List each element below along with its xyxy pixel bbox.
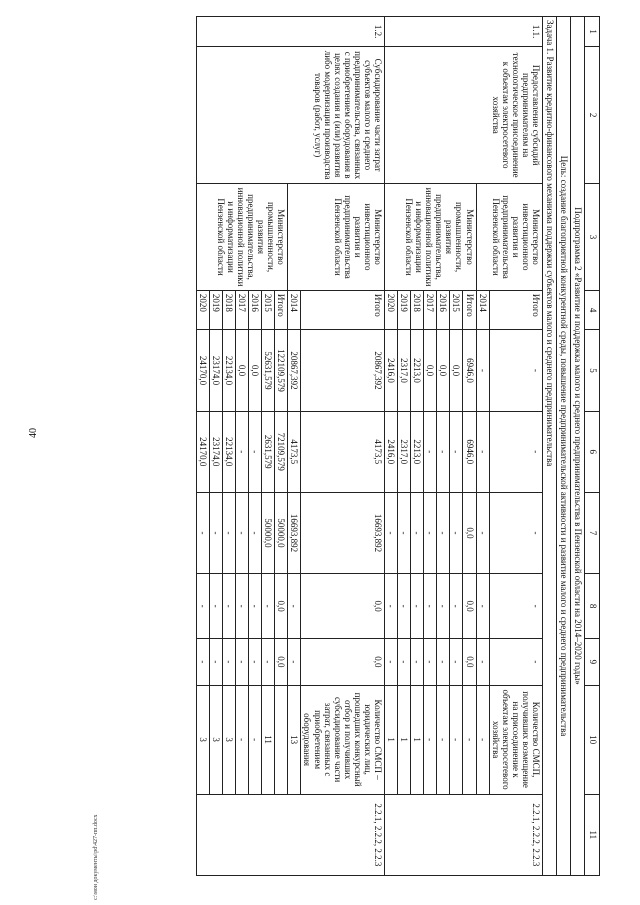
total-cell: 0,0 <box>249 330 262 411</box>
total-cell: - <box>489 330 542 411</box>
year-cell: 2017 <box>424 290 437 329</box>
local-budget-cell: - <box>437 574 450 639</box>
other-sources-cell: - <box>450 639 463 685</box>
regional-budget-cell: 2317,0 <box>398 411 411 492</box>
footer-file-path: c:\мои документы\рd\427-пп.docx <box>93 814 99 900</box>
federal-budget-cell: 16693,892 <box>288 492 301 573</box>
regional-budget-cell: 4173,5 <box>301 411 385 492</box>
goal-row <box>557 17 571 876</box>
federal-budget-cell: - <box>411 492 424 573</box>
executor: Министерство инвестиционного развития и предпринимательства Пензенской области <box>288 184 385 291</box>
subprogram-row <box>571 17 585 876</box>
federal-budget-cell: - <box>476 492 489 573</box>
regional-budget-cell: 24170,0 <box>196 411 209 492</box>
local-budget-cell: 0,0 <box>301 574 385 639</box>
federal-budget-cell: - <box>235 492 248 573</box>
federal-budget-cell: - <box>222 492 235 573</box>
indicator-cell: - <box>450 685 463 794</box>
local-budget-cell: - <box>209 574 222 639</box>
indicator-cell: 11 <box>262 685 275 794</box>
row-number: 1.1. <box>384 17 542 47</box>
indicator-cell: 13 <box>288 685 301 794</box>
federal-budget-cell: - <box>398 492 411 573</box>
regional-budget-cell: 22134,0 <box>222 411 235 492</box>
program-table <box>196 16 600 876</box>
rotated-program-table <box>110 16 600 876</box>
federal-budget-cell: - <box>437 492 450 573</box>
page-number: 40 <box>28 428 39 438</box>
activity-name: Предоставление субсидий предпринимателям на технологическое присоединение к объектам электросетевого хозяйства <box>384 47 542 184</box>
indicator-cell: 1 <box>411 685 424 794</box>
col-header: 11 <box>585 794 600 875</box>
total-cell: 2416,0 <box>384 330 397 411</box>
indicator-cell: - <box>437 685 450 794</box>
other-sources-cell: - <box>196 639 209 685</box>
col-header: 9 <box>585 639 600 685</box>
table-row <box>489 17 542 876</box>
federal-budget-cell: - <box>424 492 437 573</box>
local-budget-cell: - <box>450 574 463 639</box>
federal-budget-cell: 50000,0 <box>262 492 275 573</box>
goal-indicator-ref: 2.2.1, 2.2.2, 2.2.3 <box>384 794 542 875</box>
other-sources-cell: - <box>437 639 450 685</box>
year-cell: 2017 <box>235 290 248 329</box>
year-cell: Итого <box>463 290 476 329</box>
local-budget-cell: 0,0 <box>463 574 476 639</box>
total-cell: 24170,0 <box>196 330 209 411</box>
other-sources-cell: - <box>235 639 248 685</box>
indicator-cell: Количество СМСП – юридических лиц, прошедших конкурсный отбор и получивших субсидирование части затрат, связанных с приобретением оборудования <box>301 685 385 794</box>
executor: Министерство инвестиционного развития и предпринимательства Пензенской области <box>476 184 542 291</box>
table-row <box>301 17 385 876</box>
regional-budget-cell: 2213,0 <box>411 411 424 492</box>
indicator-cell: 1 <box>398 685 411 794</box>
regional-budget-cell: 23174,0 <box>209 411 222 492</box>
regional-budget-cell: 4173,5 <box>288 411 301 492</box>
other-sources-cell: 0,0 <box>275 639 288 685</box>
indicator-cell: Количество СМСП, получивших возмещение на присоединение к объектам электросетевого хозяйства <box>489 685 542 794</box>
regional-budget-cell: - <box>437 411 450 492</box>
year-cell: 2020 <box>196 290 209 329</box>
indicator-cell: 3 <box>222 685 235 794</box>
col-header: 3 <box>585 184 600 291</box>
regional-budget-cell: 6946,0 <box>463 411 476 492</box>
col-header: 10 <box>585 685 600 794</box>
federal-budget-cell: 16693,892 <box>301 492 385 573</box>
other-sources-cell: - <box>398 639 411 685</box>
other-sources-cell: - <box>249 639 262 685</box>
federal-budget-cell: - <box>196 492 209 573</box>
year-cell: 2019 <box>209 290 222 329</box>
year-cell: 2015 <box>450 290 463 329</box>
local-budget-cell: 0,0 <box>275 574 288 639</box>
other-sources-cell: 0,0 <box>463 639 476 685</box>
indicator-cell: 3 <box>196 685 209 794</box>
col-header: 2 <box>585 47 600 184</box>
local-budget-cell: - <box>262 574 275 639</box>
regional-budget-cell: - <box>489 411 542 492</box>
local-budget-cell: - <box>288 574 301 639</box>
indicator-cell: - <box>463 685 476 794</box>
activity-name: Субсидирование части затрат субъектов малого и среднего предпринимательства, связанных с приобретением оборудования в целях создания и (или) развития либо модернизации производства товаров (работ, услуг) <box>196 47 384 184</box>
executor: Министерство промышленности, развития предпринимательства, инновационной политики и информатизации Пензенской области <box>196 184 288 291</box>
indicator-cell: - <box>424 685 437 794</box>
col-header: 1 <box>585 17 600 47</box>
other-sources-cell: - <box>411 639 424 685</box>
indicator-cell: 1 <box>384 685 397 794</box>
total-cell: 0,0 <box>424 330 437 411</box>
other-sources-cell: - <box>222 639 235 685</box>
local-budget-cell: - <box>424 574 437 639</box>
goal-indicator-ref: 2.2.1, 2.2.2, 2.2.3 <box>196 794 384 875</box>
year-cell: 2015 <box>262 290 275 329</box>
total-cell: 20867,392 <box>288 330 301 411</box>
federal-budget-cell: - <box>450 492 463 573</box>
federal-budget-cell: - <box>209 492 222 573</box>
other-sources-cell: - <box>424 639 437 685</box>
local-budget-cell: - <box>489 574 542 639</box>
total-cell: 0,0 <box>235 330 248 411</box>
subprogram-title: Подпрограмма 2 «Развитие и поддержка малого и среднего предпринимательства в Пензенской области на 2014–2020 годы» <box>571 17 585 876</box>
local-budget-cell: - <box>249 574 262 639</box>
other-sources-cell: 0,0 <box>301 639 385 685</box>
local-budget-cell: - <box>398 574 411 639</box>
col-header: 8 <box>585 574 600 639</box>
col-header: 4 <box>585 290 600 329</box>
total-cell: 52631,579 <box>262 330 275 411</box>
total-cell: 20867,392 <box>301 330 385 411</box>
other-sources-cell: - <box>288 639 301 685</box>
task-row <box>543 17 557 876</box>
total-cell: 0,0 <box>437 330 450 411</box>
column-number-header <box>585 17 600 876</box>
regional-budget-cell: - <box>249 411 262 492</box>
indicator-cell: - <box>235 685 248 794</box>
local-budget-cell: - <box>196 574 209 639</box>
total-cell: 0,0 <box>450 330 463 411</box>
regional-budget-cell: - <box>235 411 248 492</box>
year-cell: 2018 <box>222 290 235 329</box>
federal-budget-cell: - <box>249 492 262 573</box>
year-cell: Итого <box>301 290 385 329</box>
total-cell: 23174,0 <box>209 330 222 411</box>
col-header: 5 <box>585 330 600 411</box>
task-title: Задача 1. Развитие кредитно-финансового механизма поддержки субъектов малого и среднего предпринимательства <box>543 17 557 876</box>
year-cell: Итого <box>489 290 542 329</box>
total-cell: 6946,0 <box>463 330 476 411</box>
local-budget-cell: - <box>235 574 248 639</box>
year-cell: Итого <box>275 290 288 329</box>
local-budget-cell: - <box>222 574 235 639</box>
other-sources-cell: - <box>476 639 489 685</box>
col-header: 7 <box>585 492 600 573</box>
regional-budget-cell: 2416,0 <box>384 411 397 492</box>
other-sources-cell: - <box>262 639 275 685</box>
col-header: 6 <box>585 411 600 492</box>
federal-budget-cell: 50000,0 <box>275 492 288 573</box>
federal-budget-cell: - <box>384 492 397 573</box>
total-cell: 122109,579 <box>275 330 288 411</box>
regional-budget-cell: 2631,579 <box>262 411 275 492</box>
regional-budget-cell: - <box>476 411 489 492</box>
regional-budget-cell: - <box>424 411 437 492</box>
other-sources-cell: - <box>384 639 397 685</box>
indicator-cell: 3 <box>209 685 222 794</box>
year-cell: 2020 <box>384 290 397 329</box>
total-cell: 22134,0 <box>222 330 235 411</box>
year-cell: 2016 <box>249 290 262 329</box>
year-cell: 2016 <box>437 290 450 329</box>
indicator-cell: - <box>249 685 262 794</box>
local-budget-cell: - <box>476 574 489 639</box>
federal-budget-cell: - <box>489 492 542 573</box>
federal-budget-cell: 0,0 <box>463 492 476 573</box>
indicator-cell: - <box>476 685 489 794</box>
executor: Министерство промышленности, развития предпринимательства, инновационной политики и информатизации Пензенской области <box>384 184 476 291</box>
indicator-cell <box>275 685 288 794</box>
total-cell: 2213,0 <box>411 330 424 411</box>
year-cell: 2019 <box>398 290 411 329</box>
local-budget-cell: - <box>384 574 397 639</box>
total-cell: 2317,0 <box>398 330 411 411</box>
row-number: 1.2. <box>196 17 384 47</box>
local-budget-cell: - <box>411 574 424 639</box>
year-cell: 2018 <box>411 290 424 329</box>
regional-budget-cell: 72109,579 <box>275 411 288 492</box>
year-cell: 2014 <box>288 290 301 329</box>
regional-budget-cell: - <box>450 411 463 492</box>
total-cell: - <box>476 330 489 411</box>
other-sources-cell: - <box>489 639 542 685</box>
other-sources-cell: - <box>209 639 222 685</box>
goal-title: Цель: создание благоприятной конкурентной среды, повышение предпринимательской активности и развитие малого и среднего предпринимательства <box>557 17 571 876</box>
year-cell: 2014 <box>476 290 489 329</box>
